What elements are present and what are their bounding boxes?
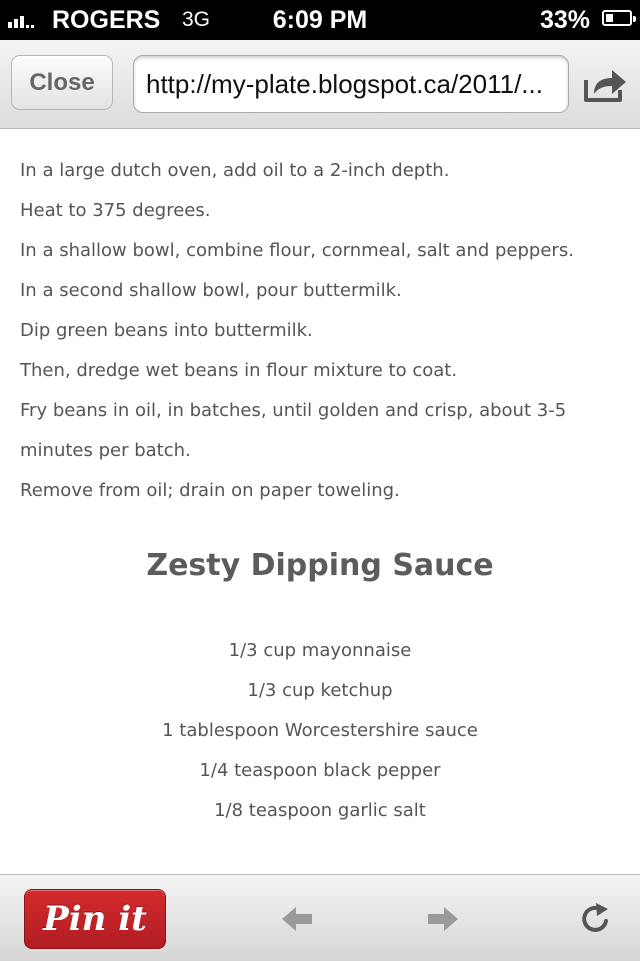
ingredient-item: 1/3 cup mayonnaise [228, 640, 412, 661]
bottom-toolbar [0, 874, 640, 961]
ingredient-item: 1/8 teaspoon garlic salt [214, 800, 426, 821]
url-field[interactable]: http://my-plate.blogspot.ca/2011/... [133, 55, 569, 113]
network-type: 3G [182, 8, 211, 31]
instruction-step: Heat to 375 degrees. [20, 200, 211, 221]
battery-percentage: 33% [539, 6, 590, 34]
instructions-list [20, 151, 620, 511]
sauce-heading: Zesty Dipping Sauce [146, 548, 494, 583]
ingredient-item: 1/4 teaspoon black pepper [199, 760, 441, 781]
battery-level-fill [606, 14, 613, 22]
carrier-name: ROGERS [52, 6, 161, 34]
back-arrow-icon[interactable] [280, 903, 314, 935]
instruction-step: In a large dutch oven, add oil to a 2-inch depth. [20, 160, 450, 181]
sauce-ingredients-list [0, 631, 640, 831]
instruction-step: Then, dredge wet beans in flour mixture to coat. [20, 360, 458, 381]
ingredient-item: 1 tablespoon Worcestershire sauce [162, 720, 478, 741]
instruction-step: Fry beans in oil, in batches, until golden and crisp, about 3-5 minutes per batch. [20, 400, 567, 461]
share-icon[interactable] [582, 64, 628, 104]
browser-toolbar [0, 40, 640, 129]
instruction-step: Dip green beans into buttermilk. [20, 320, 313, 341]
battery-icon [602, 10, 632, 26]
clock: 6:09 PM [272, 6, 368, 34]
page-content [0, 129, 640, 874]
forward-arrow-icon[interactable] [426, 903, 460, 935]
ingredient-item: 1/3 cup ketchup [247, 680, 393, 701]
instruction-step: In a shallow bowl, combine flour, cornmeal, salt and peppers. [20, 240, 574, 261]
instruction-step: Remove from oil; drain on paper toweling. [20, 480, 400, 501]
close-button[interactable]: Close [11, 55, 113, 110]
status-bar [0, 0, 640, 40]
reload-icon[interactable] [578, 901, 614, 937]
instruction-step: In a second shallow bowl, pour buttermilk. [20, 280, 402, 301]
pin-it-button[interactable]: Pin it [24, 889, 166, 949]
